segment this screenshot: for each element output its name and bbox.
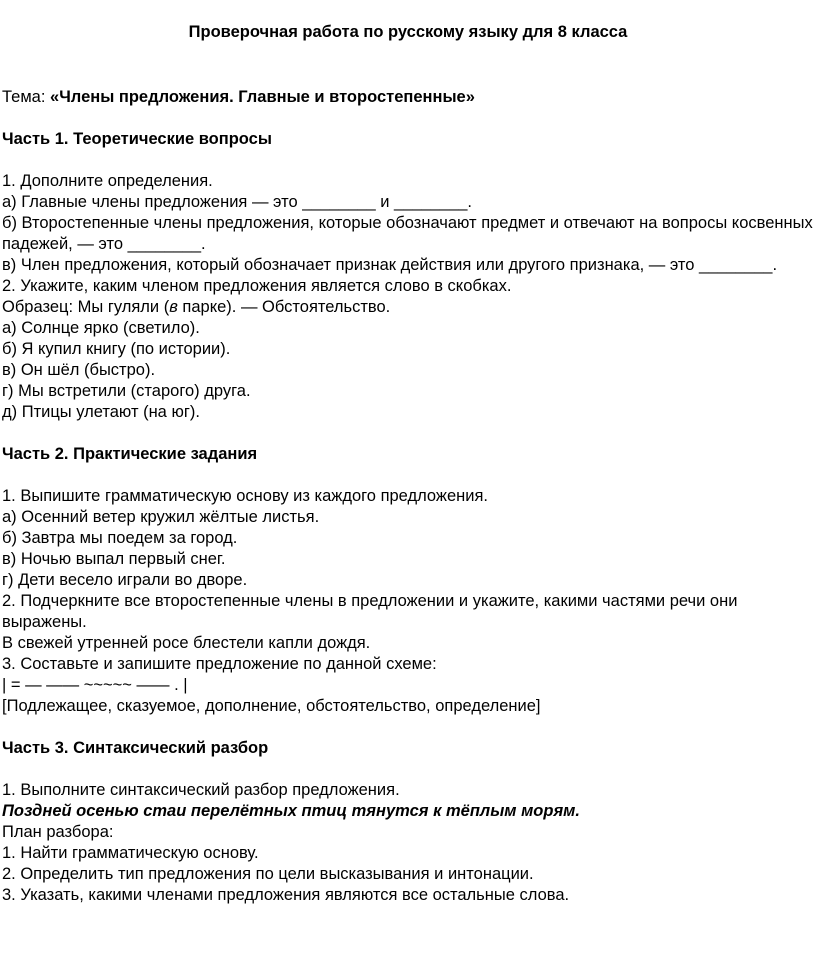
part1-question-1: 1. Дополните определения. (2, 172, 213, 190)
sample-suffix: парке). — Обстоятельство. (177, 298, 391, 316)
part3-step-3: 3. Указать, какими членами предложения являются все остальные слова. (2, 886, 570, 904)
part2-question-3: 3. Составьте и запишите предложение по данной схеме: (2, 655, 437, 673)
part2-question-1b: б) Завтра мы поедем за город. (2, 529, 238, 547)
part3-heading: Часть 3. Синтаксический разбор (2, 739, 269, 757)
part1-heading: Часть 1. Теоретические вопросы (2, 130, 272, 148)
part3-step-1: 1. Найти грамматическую основу. (2, 844, 259, 862)
part1-question-1a: а) Главные члены предложения — это ________ и ________. (2, 193, 473, 211)
spacer (2, 465, 814, 486)
part1-question-1c: в) Член предложения, который обозначает признак действия или другого признака, — это ________. (2, 256, 778, 274)
part2-question-2-sentence: В свежей утренней росе блестели капли дождя. (2, 634, 371, 652)
part1-question-2d: г) Мы встретили (старого) друга. (2, 382, 251, 400)
part2-scheme-legend: [Подлежащее, сказуемое, дополнение, обстоятельство, определение] (2, 697, 541, 715)
part1-sample (2, 297, 814, 318)
part1-question-2c: в) Он шёл (быстро). (2, 361, 156, 379)
topic-line (2, 87, 814, 108)
part1-question-2b: б) Я купил книгу (по истории). (2, 340, 231, 358)
spacer (2, 759, 814, 780)
spacer (2, 717, 814, 738)
part3-step-2: 2. Определить тип предложения по цели высказывания и интонации. (2, 865, 534, 883)
part2-question-2: 2. Подчеркните все второстепенные члены в предложении и укажите, какими частями речи они выражены. (2, 592, 738, 631)
part2-heading: Часть 2. Практические задания (2, 445, 258, 463)
part2-question-1: 1. Выпишите грамматическую основу из каждого предложения. (2, 487, 488, 505)
part1-question-2e: д) Птицы улетают (на юг). (2, 403, 200, 421)
worksheet-content (2, 87, 814, 906)
sample-prefix: Образец: Мы гуляли ( (2, 298, 170, 316)
part3-sentence: Поздней осенью стаи перелётных птиц тянутся к тёплым морям. (2, 802, 580, 820)
part3-plan-title: План разбора: (2, 823, 114, 841)
part2-scheme: | = — —— ~~~~~ —— . | (2, 676, 188, 694)
spacer (2, 423, 814, 444)
part1-question-2a: а) Солнце ярко (светило). (2, 319, 200, 337)
sample-italic: в (169, 298, 178, 316)
page-title: Проверочная работа по русскому языку для 8 класса (188, 23, 628, 41)
part2-question-1c: в) Ночью выпал первый снег. (2, 550, 226, 568)
part2-question-1d: г) Дети весело играли во дворе. (2, 571, 248, 589)
part1-question-2: 2. Укажите, каким членом предложения является слово в скобках. (2, 277, 512, 295)
spacer (2, 108, 814, 129)
topic-value: «Члены предложения. Главные и второстепенные» (50, 88, 475, 106)
part2-question-1a: а) Осенний ветер кружил жёлтые листья. (2, 508, 320, 526)
part1-question-1b: б) Второстепенные члены предложения, которые обозначают предмет и отвечают на вопросы косвенных падежей, — это ________. (2, 214, 813, 253)
spacer (2, 150, 814, 171)
topic-label: Тема: (2, 88, 51, 106)
part3-question-1: 1. Выполните синтаксический разбор предложения. (2, 781, 400, 799)
